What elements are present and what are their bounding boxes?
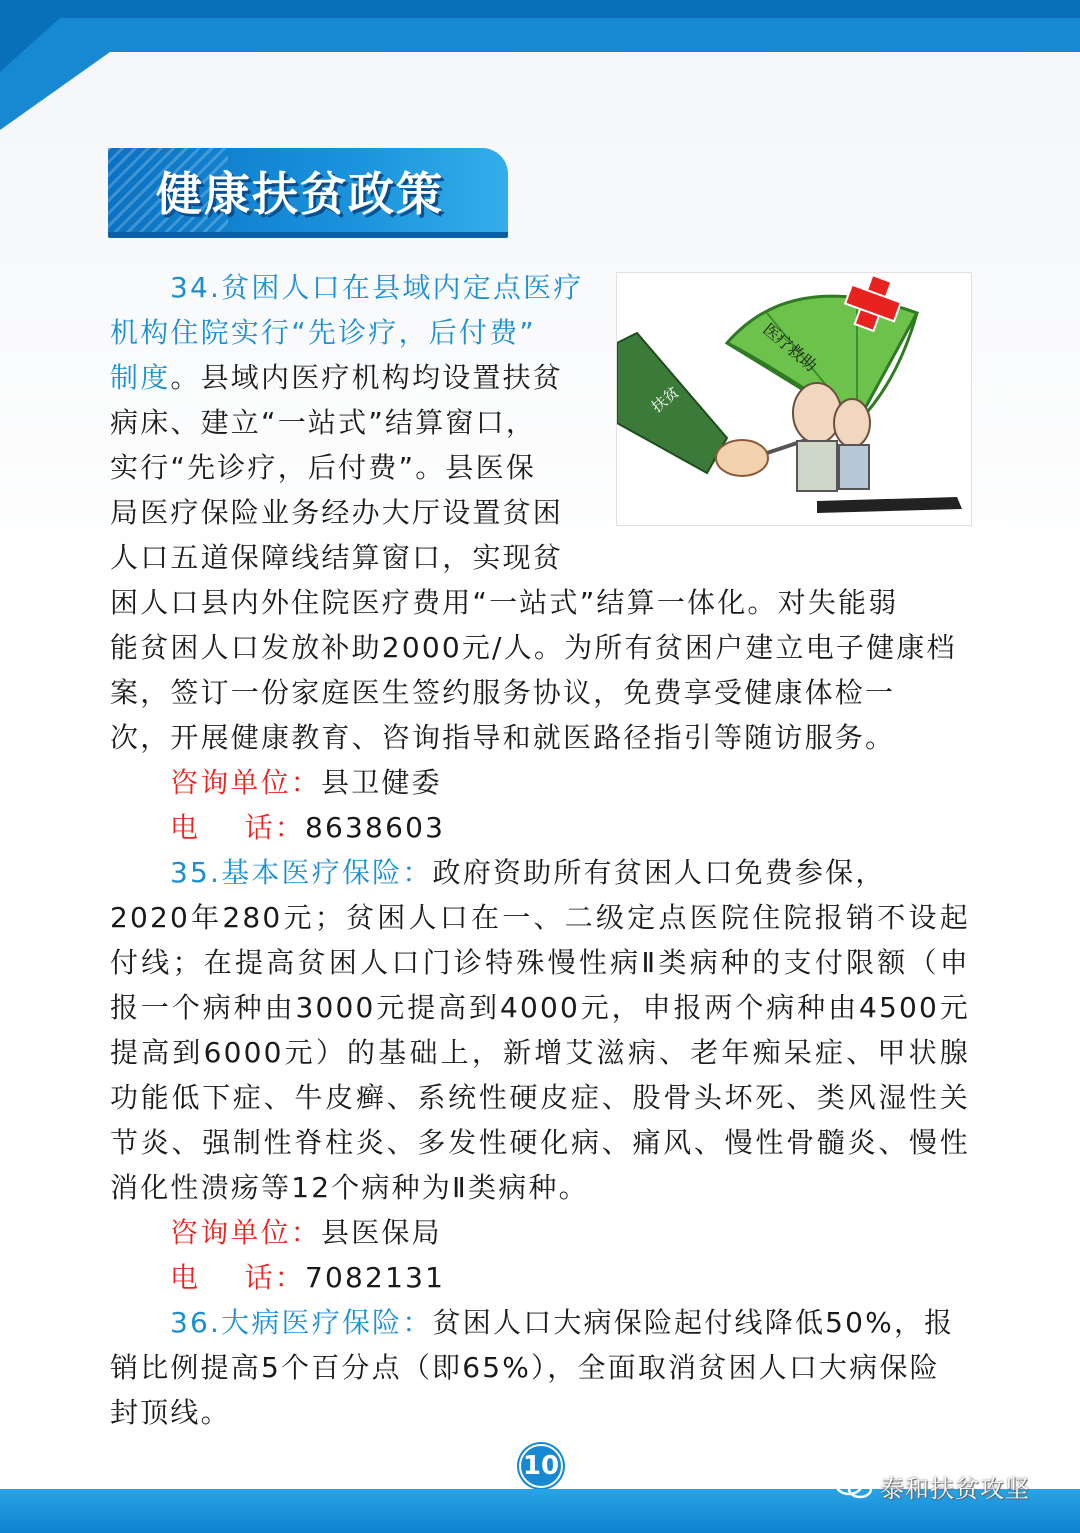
policy-34-line-6: 局医疗保险业务经办大厅设置贫困 <box>110 496 564 529</box>
policy-34-phone: 电 话：8638603 <box>170 811 446 844</box>
policy-34-line-1: 34.贫困人口在县域内定点医疗 <box>170 271 584 304</box>
policy-36-body: 销比例提高5个百分点（即65%），全面取消贫困人口大病保险封顶线。 <box>110 1351 940 1429</box>
policy-34-contact: 咨询单位：县卫健委 <box>170 766 442 799</box>
policy-34-line-3: 制度。县域内医疗机构均设置扶贫 <box>110 361 564 394</box>
policy-35-body: 2020年280元；贫困人口在一、二级定点医院住院报销不设起付线；在提高贫困人口门诊特殊慢性病Ⅱ类病种的支付限额（申报一个病种由3000元提高到4000元，申报两个病种由4500元提高到6000元）的基础上，新增艾滋病、老年痴呆症、甲状腺功能低下症、牛皮癣、系统性硬皮症、股骨头坏死、类风湿性关节炎、强制性脊柱炎、多发性硬化病、痛风、慢性骨髓炎、慢性消化性溃疡等12个病种为Ⅱ类病种。 <box>110 901 970 1204</box>
policy-34-line-5: 实行“先诊疗，后付费”。县医保 <box>110 451 537 484</box>
policy-34-line-7: 人口五道保障线结算窗口，实现贫 <box>110 541 564 574</box>
policy-34-line-10: 案，签订一份家庭医生签约服务协议，免费享受健康体检一 <box>110 676 896 709</box>
policy-35-phone: 电 话：7082131 <box>170 1261 446 1294</box>
policy-34-heading-line-2: 机构住院实行“先诊疗，后付费” <box>110 316 537 349</box>
policy-35-heading: 35.基本医疗保险：政府资助所有贫困人口免费参保， <box>170 856 886 889</box>
policy-36-heading: 36.大病医疗保险：贫困人口大病保险起付线降低50%，报 <box>170 1306 955 1339</box>
policy-34-line-8: 困人口县内外住院医疗费用“一站式”结算一体化。对失能弱 <box>110 586 899 619</box>
policy-34-line-11: 次，开展健康教育、咨询指导和就医路径指引等随访服务。 <box>110 721 896 754</box>
section-title: 健康扶贫政策 <box>156 167 444 221</box>
policy-35-contact: 咨询单位：县医保局 <box>170 1216 442 1249</box>
top-decor-band <box>0 0 1080 130</box>
svg-text:扶贫: 扶贫 <box>648 382 683 417</box>
policy-content <box>110 265 970 1435</box>
policy-34-line-4: 病床、建立“一站式”结算窗口， <box>110 406 537 439</box>
wechat-icon <box>834 1471 874 1501</box>
watermark-text: 泰和扶贫攻坚 <box>880 1474 1030 1503</box>
policy-34-line-9: 能贫困人口发放补助2000元/人。为所有贫困户建立电子健康档 <box>110 631 957 664</box>
watermark <box>834 1466 1030 1506</box>
umbrella-label: 医疗救助 <box>759 319 821 376</box>
section-title-box <box>108 148 508 232</box>
page-number: 10 <box>519 1444 563 1488</box>
